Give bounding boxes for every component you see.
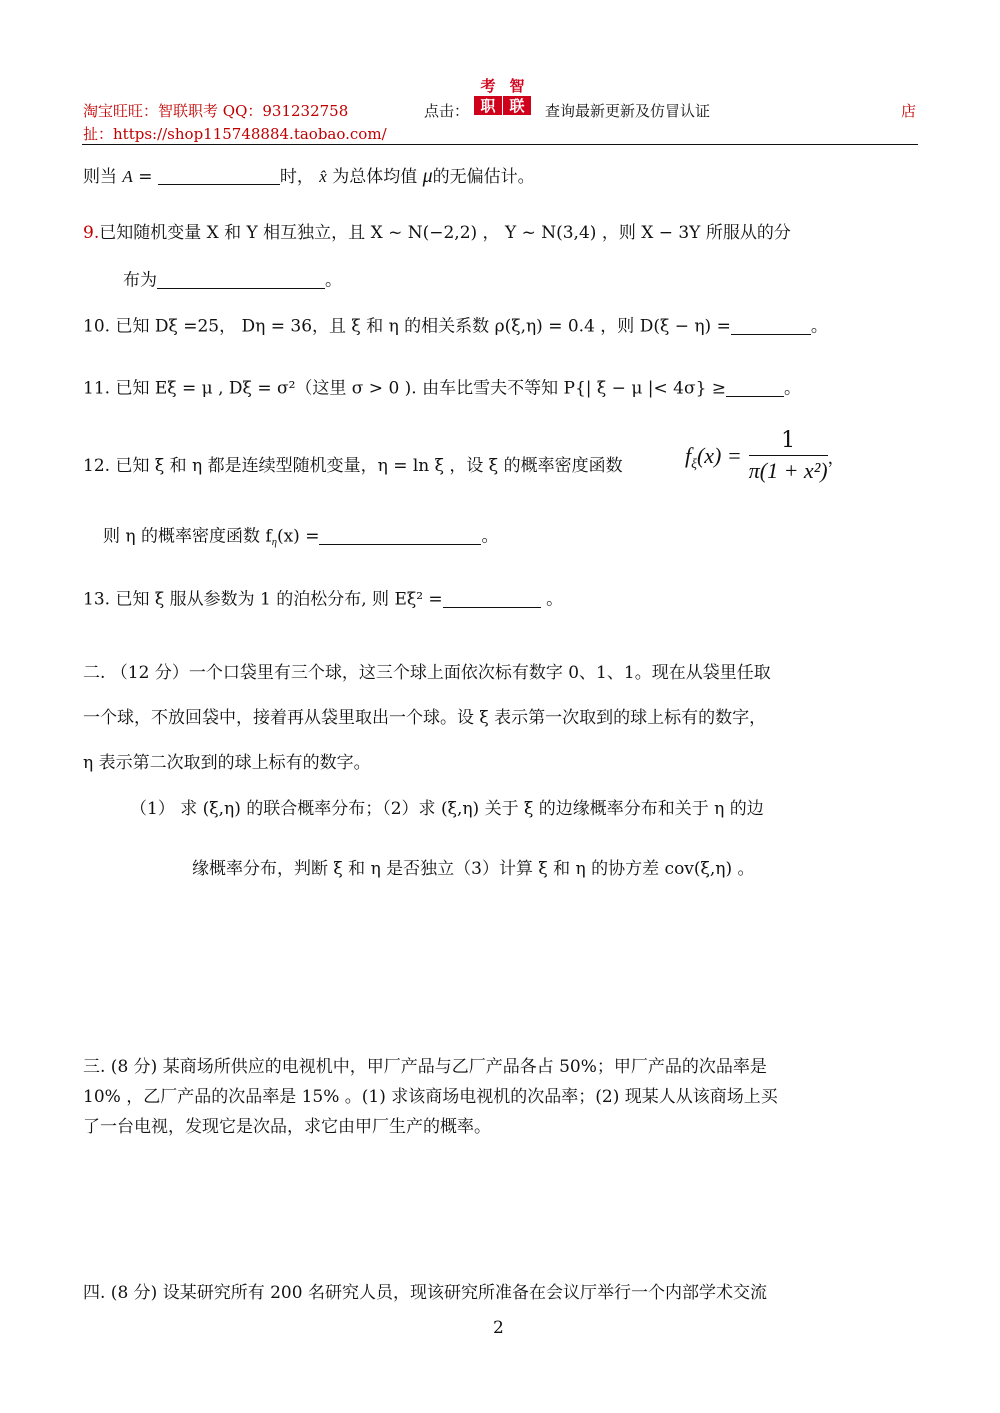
logo-char-4: 联 [503,96,531,115]
q12-line2-sub: η [271,537,277,549]
q11 [83,378,801,400]
q12-f-label-wrap [685,443,742,469]
zhilian-logo[interactable] [474,76,532,116]
q12-line2 [103,526,498,548]
q9-number: 9. [83,223,100,243]
q8-text1: 为总体均值 [332,167,418,187]
q12-text: 12. 已知 ξ 和 η 都是连续型随机变量，η = ln ξ ，设 ξ 的概率密度函数 [83,456,623,476]
q9-line1 [83,223,791,244]
header-shop-info: 淘宝旺旺：智联职考 QQ：931232758 [83,102,349,120]
sec2-sub2: 缘概率分布，判断 ξ 和 η 是否独立（3）计算 ξ 和 η 的协方差 cov(ξ,η) 。 [192,859,755,879]
q12-f-arg: (x) = [696,443,742,468]
q10-text: 10. 已知 Dξ =25， Dη = 36，且 ξ 和 η 的相关系数 ρ(ξ,η) = 0.4 ，则 D(ξ − η) = [83,316,731,337]
q12-density-formula [685,428,845,484]
q9-text: 已知随机变量 X 和 Y 相互独立，且 X ~ N(−2,2) ， Y ~ N(3,4) ，则 X − 3Y 所服从的分 [99,223,791,243]
q8-prefix: 则当 [83,167,117,187]
q8-answer-blank[interactable] [158,167,280,186]
header-verify-link[interactable]: 查询最新更新及仿冒认证 [545,102,711,120]
q8-text2: 的无偏估计。 [432,167,535,187]
q10-suffix: 。 [810,316,828,337]
q12-line1-end: ， [827,448,845,469]
q10-answer-blank[interactable] [731,316,811,335]
logo-char-1: 考 [474,76,502,95]
sec2-line2: 一个球，不放回袋中，接着再从袋里取出一个球。设 ξ 表示第一次取到的球上标有的数字， [83,708,767,728]
q12-line2-mid: (x) = [276,526,320,547]
sec2-line3: η 表示第二次取到的球上标有的数字。 [83,753,371,773]
sec2-sub1: （1） 求 (ξ,η) 的联合概率分布；（2）求 (ξ,η) 关于 ξ 的边缘概率分布和关于 η 的边 [130,799,764,819]
sec4-line1: 四. (8 分) 设某研究所有 200 名研究人员，现该研究所准备在会议厅举行一个内部学术交流 [83,1283,767,1303]
q8-xhat: x̂ [319,167,327,186]
header-shop-url[interactable]: 扯：https://shop115748884.taobao.com/ [83,125,387,143]
q10 [83,316,828,338]
q11-suffix: 。 [784,378,802,399]
sec3-line3: 了一台电视，发现它是次品，求它由甲厂生产的概率。 [83,1117,491,1137]
header-divider [82,144,918,145]
header-click-label: 点击： [424,102,470,120]
q11-answer-blank[interactable] [726,378,784,397]
q8-tail [83,164,535,189]
q8-eq: = [138,167,153,187]
q12-line2-prefix: 则 η 的概率密度函数 f [103,526,272,547]
q13-answer-blank[interactable] [443,589,541,608]
q12-denominator: π(1 + x²) [748,458,828,483]
q12-f-sub: ξ [691,455,697,471]
q12-numerator: 1 [749,428,828,456]
q13-suffix: 。 [546,589,564,610]
logo-char-2: 智 [503,76,531,95]
logo-char-3: 职 [474,96,502,115]
sec2-line1: 二. （12 分）一个口袋里有三个球，这三个球上面依次标有数字 0、1、1。现在从袋里任取 [83,663,771,683]
q9-line2-suffix: 。 [325,270,342,291]
header-shop-label: 店 [901,102,917,120]
q12-fraction [749,428,828,484]
q8-var-a: A [122,167,133,186]
page-number: 2 [493,1318,504,1338]
q13 [83,589,563,611]
q9-line2-prefix: 布为 [123,270,157,291]
sec3-line1: 三. (8 分) 某商场所供应的电视机中，甲厂产品与乙厂产品各占 50%；甲厂产品的次品率是 [83,1057,767,1077]
q11-text: 11. 已知 Eξ = μ , Dξ = σ²（这里 σ > 0 ). 由车比雪夫不等知 P{| ξ − μ |< 4σ} ≥ [83,378,727,399]
q12-f-label: f [685,443,692,468]
q8-mu: μ [422,165,433,187]
q9-answer-blank[interactable] [157,270,325,289]
q12-line2-suffix: 。 [481,526,499,547]
q12-line1 [83,456,623,477]
q13-text: 13. 已知 ξ 服从参数为 1 的泊松分布, 则 Eξ² = [83,589,443,610]
q9-line2 [123,270,342,292]
q8-mid: 时， [279,167,314,187]
q12-answer-blank[interactable] [319,526,481,545]
sec3-line2: 10% ，乙厂产品的次品率是 15% 。(1) 求该商场电视机的次品率；(2) 现某人从该商场上买 [83,1087,778,1107]
